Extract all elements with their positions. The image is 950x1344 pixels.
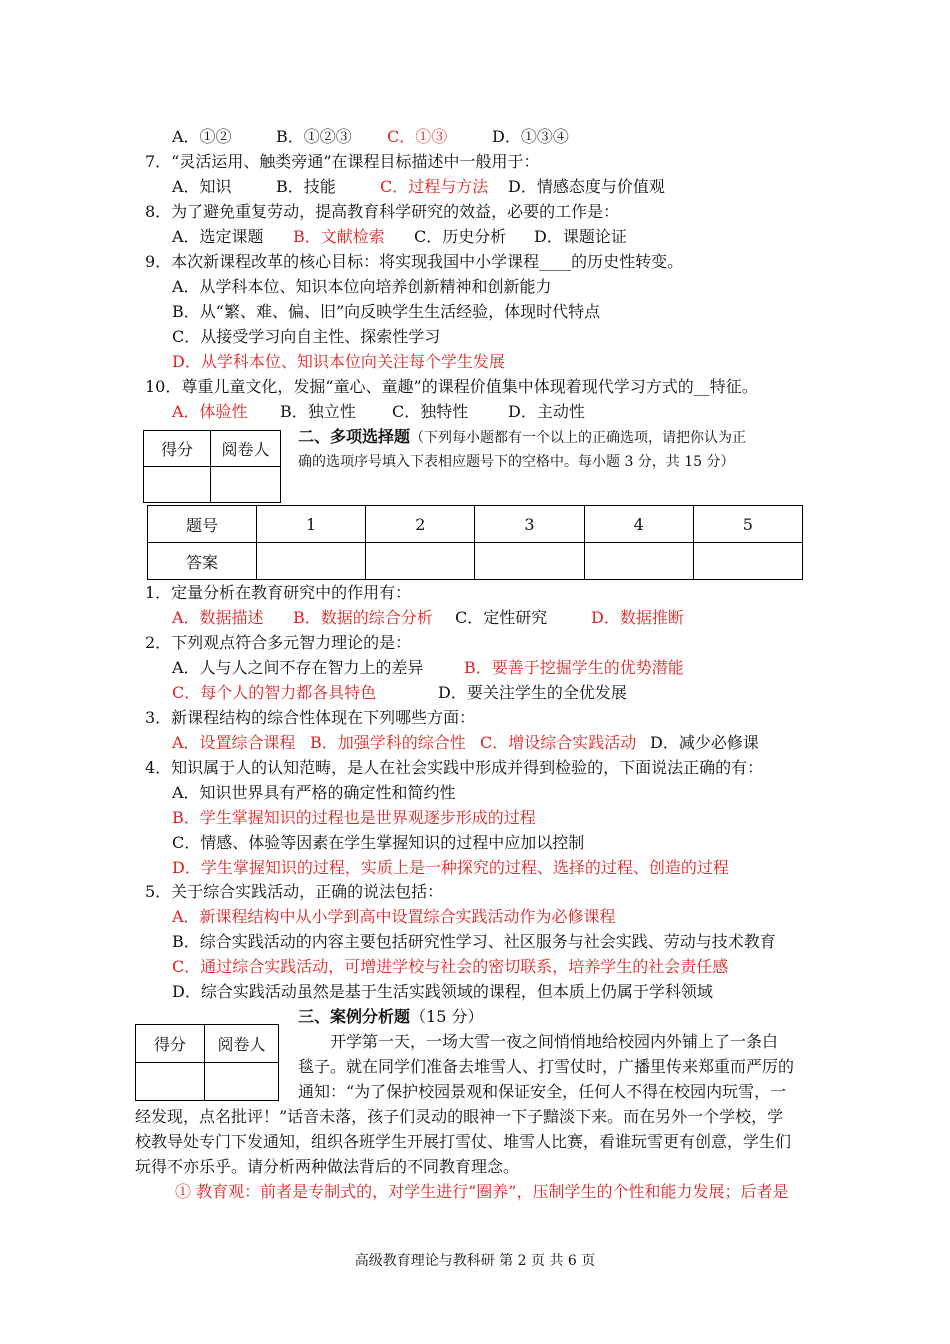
reviewer-label: 阅卷人: [205, 1025, 279, 1063]
q8-options: [172, 227, 627, 247]
score-label: 得分: [144, 431, 211, 467]
m5-option-b: B．综合实践活动的内容主要包括研究性学习、社区服务与社会实践、劳动与技术教育: [172, 932, 776, 951]
score-label: 得分: [136, 1025, 205, 1063]
section2-note-line2: 确的选项序号填入下表相应题号下的空格中。每小题 3 分，共 15 分）: [298, 454, 735, 470]
m2-stem: 2．下列观点符合多元智力理论的是：: [145, 633, 412, 652]
m3-option-d: D．减少必修课: [650, 733, 759, 752]
m1-stem: 1．定量分析在教育研究中的作用有：: [145, 583, 412, 602]
case-answer-line1: ① 教育观：前者是专制式的，对学生进行“圈养”，压制学生的个性和能力发展；后者是: [175, 1182, 789, 1201]
q8-option-b: B．文献检索: [293, 227, 385, 246]
score-cell[interactable]: [136, 1063, 205, 1101]
reviewer-label: 阅卷人: [211, 431, 281, 467]
q8-option-a: A．选定课题: [172, 227, 264, 246]
m1-option-d: D．数据推断: [591, 608, 684, 627]
q9-stem: 9．本次新课程改革的核心目标：将实现我国中小学课程____的历史性转变。: [145, 252, 684, 271]
section3-title: 三、案例分析题: [298, 1007, 411, 1026]
m1-option-c: C．定性研究: [455, 608, 548, 627]
answer-cell[interactable]: [693, 543, 802, 580]
q6-option-c: C．①③: [387, 127, 448, 146]
m4-option-b: B．学生掌握知识的过程也是世界观逐步形成的过程: [172, 808, 536, 827]
q8-option-c: C．历史分析: [414, 227, 507, 246]
score-box-section2: [143, 430, 281, 503]
m1-option-b: B．数据的综合分析: [293, 608, 433, 627]
q6-option-d: D．①③④: [492, 127, 569, 146]
score-cell[interactable]: [144, 467, 211, 503]
section3-points: （15 分）: [410, 1007, 484, 1026]
q9-option-d: D．从学科本位、知识本位向关注每个学生发展: [172, 352, 505, 371]
case-para-line2: 毯子。就在同学们准备去堆雪人、打雪仗时，广播里传来郑重而严厉的: [298, 1057, 795, 1076]
q6-option-a: A．①②: [172, 127, 232, 146]
q8-option-d: D．课题论证: [534, 227, 627, 246]
answer-cell[interactable]: [475, 543, 584, 580]
q10-stem: 10．尊重儿童文化，发掘“童心、童趣”的课程价值集中体现着现代学习方式的__特征。: [145, 377, 758, 396]
m5-stem: 5．关于综合实践活动，正确的说法包括：: [145, 882, 444, 901]
m3-option-a: A．设置综合课程: [172, 733, 296, 752]
m5-option-d: D．综合实践活动虽然是基于生活实践领域的课程，但本质上仍属于学科领域: [172, 982, 713, 1001]
q10-option-c: C．独特性: [392, 402, 469, 421]
case-para-line4: 经发现，点名批评！”话音未落，孩子们灵动的眼神一下子黯淡下来。而在另外一个学校，学: [135, 1107, 784, 1126]
answer-table-number-label: 题号: [148, 506, 257, 543]
m3-stem: 3．新课程结构的综合性体现在下列哪些方面：: [145, 708, 476, 727]
m4-option-d: D．学生掌握知识的过程，实质上是一种探究的过程、选择的过程、创造的过程: [172, 858, 729, 877]
q7-stem: 7．“灵活运用、触类旁通”在课程目标描述中一般用于：: [145, 152, 540, 171]
m1-option-a: A．数据描述: [172, 608, 264, 627]
m5-option-a: A．新课程结构中从小学到高中设置综合实践活动作为必修课程: [172, 907, 616, 926]
q10-option-d: D．主动性: [508, 402, 585, 421]
q7-option-a: A．知识: [172, 177, 232, 196]
page-footer: 高级教育理论与教科研 第 2 页 共 6 页: [354, 1253, 596, 1269]
answer-table-number: 3: [475, 506, 584, 543]
section2-note-line1: （下列每小题都有一个以上的正确选项，请把你认为正: [410, 430, 747, 446]
case-para-line3: 通知：“为了保护校园景观和保证安全，任何人不得在校园内玩雪，一: [298, 1082, 787, 1101]
m2-option-d: D．要关注学生的全优发展: [438, 683, 627, 702]
answer-table-number: 2: [366, 506, 475, 543]
m2-options-row2: [172, 683, 627, 703]
reviewer-cell[interactable]: [205, 1063, 279, 1101]
m2-options-row1: [172, 658, 684, 678]
m4-stem: 4．知识属于人的认知范畴，是人在社会实践中形成并得到检验的，下面说法正确的有：: [145, 758, 764, 777]
m3-option-c: C．增设综合实践活动: [480, 733, 637, 752]
m4-option-c: C．情感、体验等因素在学生掌握知识的过程中应加以控制: [172, 833, 585, 852]
q10-options: [172, 402, 585, 422]
answer-cell[interactable]: [366, 543, 475, 580]
case-para-line6: 玩得不亦乐乎。请分析两种做法背后的不同教育理念。: [135, 1157, 520, 1176]
q9-option-c: C．从接受学习向自主性、探索性学习: [172, 327, 441, 346]
q6-options: [172, 127, 569, 147]
reviewer-cell[interactable]: [211, 467, 281, 503]
m4-option-a: A．知识世界具有严格的确定性和简约性: [172, 783, 456, 802]
case-para-line1: 开学第一天，一场大雪一夜之间悄悄地给校园内外铺上了一条白: [330, 1032, 779, 1051]
q10-option-a: A．体验性: [172, 402, 248, 421]
m2-option-a: A．人与人之间不存在智力上的差异: [172, 658, 424, 677]
section3-heading: [298, 1007, 483, 1027]
answer-table-answer-label: 答案: [148, 543, 257, 580]
answer-cell[interactable]: [584, 543, 693, 580]
section2-title: 二、多项选择题: [298, 427, 411, 446]
m3-options: [172, 733, 759, 753]
answer-table-number: 4: [584, 506, 693, 543]
answer-table: [147, 505, 803, 580]
m1-options: [172, 608, 684, 628]
q7-options: [172, 177, 665, 197]
q9-option-a: A．从学科本位、知识本位向培养创新精神和创新能力: [172, 277, 552, 296]
q6-option-b: B．①②③: [276, 127, 352, 146]
m5-option-c: C．通过综合实践活动，可增进学校与社会的密切联系，培养学生的社会责任感: [172, 957, 729, 976]
q8-stem: 8．为了避免重复劳动，提高教育科学研究的效益，必要的工作是：: [145, 202, 620, 221]
q7-option-c: C．过程与方法: [380, 177, 489, 196]
case-para-line5: 校教导处专门下发通知，组织各班学生开展打雪仗、堆雪人比赛，看谁玩雪更有创意，学生们: [135, 1132, 792, 1151]
q9-option-b: B．从“繁、难、偏、旧”向反映学生生活经验，体现时代特点: [172, 302, 601, 321]
q7-option-d: D．情感态度与价值观: [508, 177, 665, 196]
m2-option-b: B．要善于挖掘学生的优势潜能: [464, 658, 684, 677]
score-box-section3: [135, 1024, 279, 1101]
m2-option-c: C．每个人的智力都各具特色: [172, 683, 377, 702]
answer-table-number: 1: [257, 506, 366, 543]
answer-cell[interactable]: [257, 543, 366, 580]
answer-table-number: 5: [693, 506, 802, 543]
section2-heading: [298, 427, 746, 448]
q10-option-b: B．独立性: [280, 402, 356, 421]
m3-option-b: B．加强学科的综合性: [310, 733, 466, 752]
q7-option-b: B．技能: [276, 177, 336, 196]
